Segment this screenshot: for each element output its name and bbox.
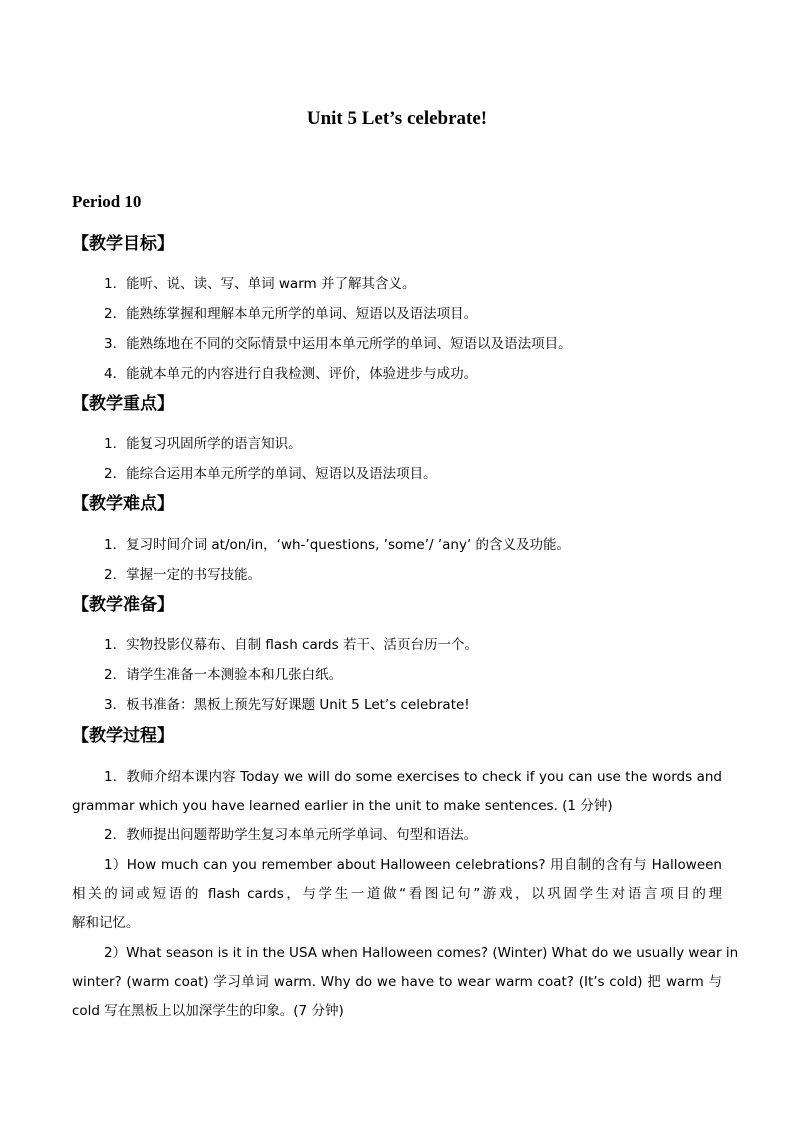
goal-item: 4．能就本单元的内容进行自我检测、评价，体验进步与成功。 [104,366,478,382]
process-line: 解和记忆。 [72,915,140,931]
process-line: 相关的词或短语的 flash cards，与学生一道做“看图记句”游戏，以巩固学生对语言项目的理 [72,886,722,902]
section-heading-key-points: 【教学重点】 [72,394,174,414]
key-point-item: 1．能复习巩固所学的语言知识。 [104,436,302,452]
difficulty-item: 2．掌握一定的书写技能。 [104,567,262,583]
document-title: Unit 5 Let’s celebrate! [306,108,488,129]
preparation-item: 2．请学生准备一本测验本和几张白纸。 [104,667,343,683]
section-heading-goals: 【教学目标】 [72,234,174,254]
process-line: 2）What season is it in the USA when Halloween comes? (Winter) What do we usually wear in [104,945,739,961]
process-line: 1）How much can you remember about Halloween celebrations? 用自制的含有与 Halloween [104,857,722,873]
process-line: 2．教师提出问题帮助学生复习本单元所学单词、句型和语法。 [104,827,478,843]
goal-item: 1．能听、说、读、写、单词 warm 并了解其含义。 [104,276,416,292]
preparation-item: 1．实物投影仪幕布、自制 flash cards 若干、活页台历一个。 [104,637,478,653]
process-line: grammar which you have learned earlier in the unit to make sentences. (1 分钟) [72,798,613,814]
section-heading-difficulties: 【教学难点】 [72,494,174,514]
process-line: winter? (warm coat) 学习单词 warm. Why do we have to wear warm coat? (It’s cold) 把 warm 与 [72,974,722,990]
key-point-item: 2．能综合运用本单元所学的单词、短语以及语法项目。 [104,466,437,482]
section-heading-process: 【教学过程】 [72,726,174,746]
process-line: 1．教师介绍本课内容 Today we will do some exercises to check if you can use the words and [104,769,722,785]
section-heading-preparation: 【教学准备】 [72,595,174,615]
preparation-item: 3．板书准备：黑板上预先写好课题 Unit 5 Let’s celebrate! [104,697,470,713]
process-line: cold 写在黑板上以加深学生的印象。(7 分钟) [72,1003,344,1019]
period-label: Period 10 [72,192,142,211]
goal-item: 2．能熟练掌握和理解本单元所学的单词、短语以及语法项目。 [104,306,478,322]
goal-item: 3．能熟练地在不同的交际情景中运用本单元所学的单词、短语以及语法项目。 [104,336,572,352]
difficulty-item: 1．复习时间介词 at/on/in，‘wh-’questions, ’some’/ ’any’ 的含义及功能。 [104,537,571,553]
